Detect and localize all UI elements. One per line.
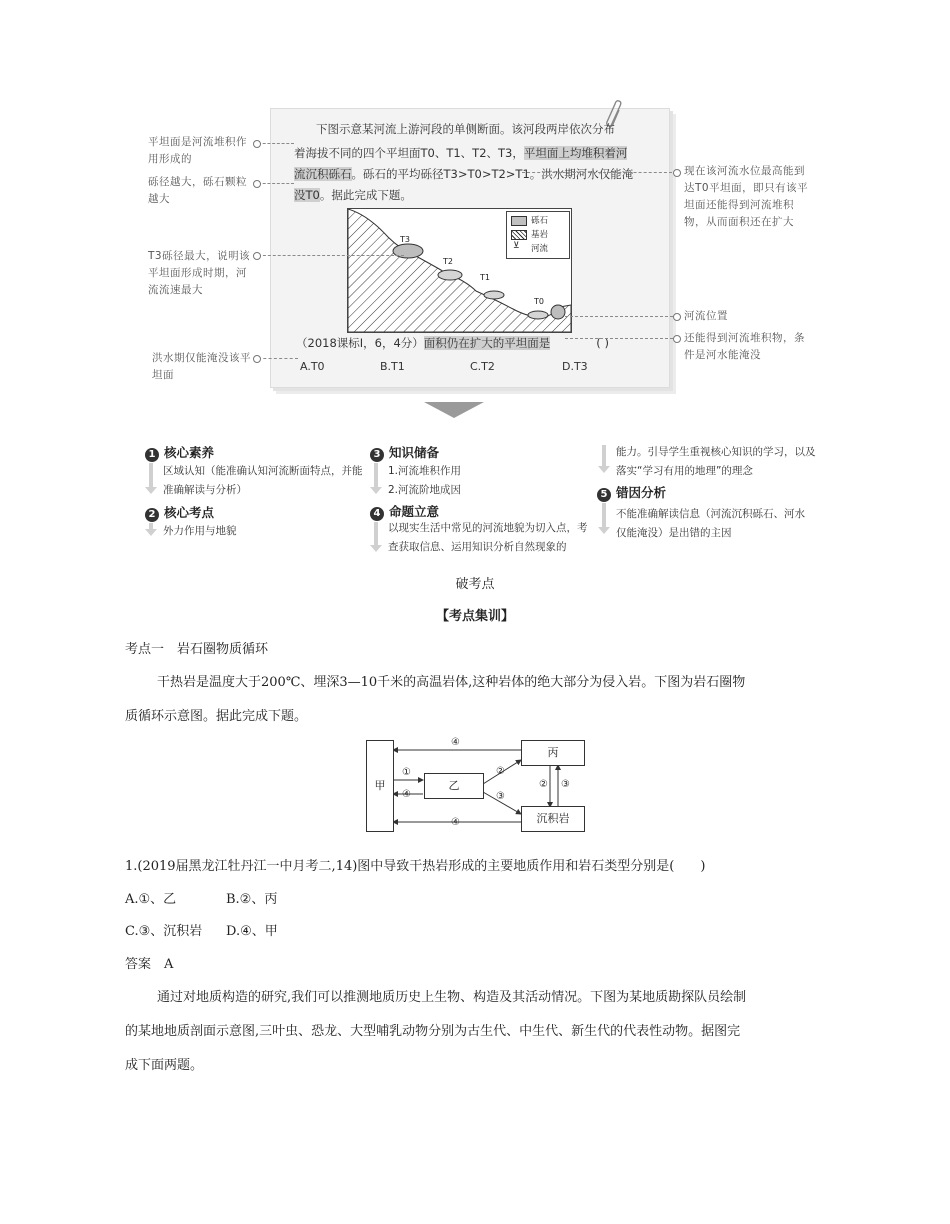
- section-core-point-title: 2 核心考点: [145, 503, 214, 522]
- section-error-title: 5 错因分析: [597, 483, 666, 502]
- question-1: 1.(2019届黑龙江牡丹江一中月考二,14)图中导致干热岩形成的主要地质作用和岩石类型分别是( ): [125, 859, 706, 874]
- box-yi: 乙: [424, 773, 484, 799]
- box-bing: 丙: [521, 740, 585, 766]
- section-heading: 破考点: [455, 577, 495, 592]
- card-option-a: A.T0: [300, 360, 325, 373]
- label-4-mid: ④: [402, 789, 411, 800]
- section-error-body: 不能准确解读信息（河流沉积砾石、河水仅能淹没）是出错的主因: [616, 508, 805, 539]
- note-right-1: 现在该河流水位最高能到达T0平坦面，即只有该平坦面还能得到河流堆积物，从而面积还在扩大: [684, 165, 809, 228]
- section-core-literacy-title: 1 核心素养: [145, 443, 214, 462]
- note-left-2: 砾径越大，砾石颗粒越大: [148, 176, 247, 205]
- section-core-point-body: 外力作用与地貌: [163, 525, 237, 537]
- q1-option-d: D.④、甲: [226, 924, 278, 939]
- q1-option-b: B.②、丙: [226, 892, 278, 907]
- label-3-vert: ③: [561, 779, 570, 790]
- note-right-3: 还能得到河流堆积物，条件是河水能淹没: [684, 332, 805, 361]
- q1-option-a: A.①、乙: [125, 892, 177, 907]
- gravel-legend-icon: [511, 216, 527, 226]
- bedrock-legend-icon: [511, 230, 527, 240]
- answer-line: 答案 A: [125, 957, 174, 972]
- section-knowledge-title: 3 知识储备: [370, 443, 439, 462]
- card-option-b: B.T1: [380, 360, 405, 373]
- section-knowledge-item-2: 2.河流阶地成因: [388, 484, 462, 496]
- card-option-d: D.T3: [562, 360, 588, 373]
- label-1: ①: [402, 767, 411, 778]
- note-left-1: 平坦面是河流堆积作用形成的: [148, 136, 247, 165]
- card-paragraph-line2: 着海拔不同的四个平坦面T0、T1、T2、T3，平坦面上均堆积着河: [294, 146, 628, 160]
- section-intent-body: 以现实生活中常见的河流地貌为切入点，考查获取信息、运用知识分析自然现象的: [388, 522, 588, 553]
- label-3-diag: ③: [496, 791, 505, 802]
- note-left-4: 洪水期仅能淹没该平坦面: [152, 352, 251, 381]
- card-paragraph-line1: 下图示意某河流上游河段的单侧断面。该河段两岸依次分布: [316, 122, 615, 136]
- figure-legend: [506, 211, 570, 259]
- section-knowledge-item-1: 1.河流堆积作用: [388, 465, 462, 477]
- paragraph2-line2: 的某地地质剖面示意图,三叶虫、恐龙、大型哺乳动物分别为古生代、中生代、新生代的代表性动物。据图完: [125, 1024, 741, 1039]
- legend-label-river: 河流: [531, 244, 549, 254]
- section-intent-continued: 能力。引导学生重视核心知识的学习，以及落实“学习有用的地理”的理念: [616, 446, 816, 477]
- note-right-2: 河流位置: [684, 310, 728, 322]
- terrace-label-t0: T0: [534, 297, 544, 306]
- intro-paragraph-line2: 质循环示意图。据此完成下题。: [125, 709, 308, 724]
- paragraph2-line1: 通过对地质构造的研究,我们可以推测地质历史上生物、构造及其活动情况。下图为某地质勘探队员绘制: [157, 990, 747, 1005]
- terrace-label-t2: T2: [443, 257, 453, 266]
- section-subheading: 【考点集训】: [435, 609, 514, 624]
- label-4-bottom: ④: [451, 817, 460, 828]
- box-jia: 甲: [366, 740, 394, 832]
- legend-label-gravel: 砾石: [531, 216, 549, 226]
- terrace-label-t1: T1: [480, 273, 490, 282]
- note-left-3: T3砾径最大，说明该平坦面形成时期，河流流速最大: [148, 250, 251, 296]
- q1-option-c: C.③、沉积岩: [125, 924, 203, 939]
- label-4-top: ④: [451, 737, 460, 748]
- point-title: 考点一 岩石圈物质循环: [125, 642, 269, 657]
- section-intent-title: 4 命题立意: [370, 502, 439, 521]
- card-question: （2018课标Ⅰ，6，4分）面积仍在扩大的平坦面是 ( ): [296, 336, 609, 350]
- label-2-vert: ②: [539, 779, 548, 790]
- intro-paragraph-line1: 干热岩是温度大于200℃、埋深3—10千米的高温岩体,这种岩体的绝大部分为侵入岩。下图为岩石圈物: [157, 675, 746, 690]
- label-2-diag: ②: [496, 766, 505, 777]
- down-arrow-icon: [424, 402, 484, 418]
- legend-label-bedrock: 基岩: [531, 230, 549, 240]
- terrace-label-t3: T3: [400, 235, 410, 244]
- card-paragraph-line4: 没T0。据此完成下题。: [294, 188, 412, 202]
- section-core-literacy-body: 区域认知（能准确认知河流断面特点，并能准确解读与分析）: [163, 465, 363, 496]
- card-paragraph-line3: 流沉积砾石。砾石的平均砾径T3>T0>T2>T1。洪水期河水仅能淹: [294, 167, 634, 181]
- river-legend-icon: ⊻: [513, 241, 520, 251]
- river-section-figure: [347, 208, 572, 333]
- box-sedimentary: 沉积岩: [521, 806, 585, 832]
- card-option-c: C.T2: [470, 360, 495, 373]
- paragraph2-line3: 成下面两题。: [125, 1058, 204, 1073]
